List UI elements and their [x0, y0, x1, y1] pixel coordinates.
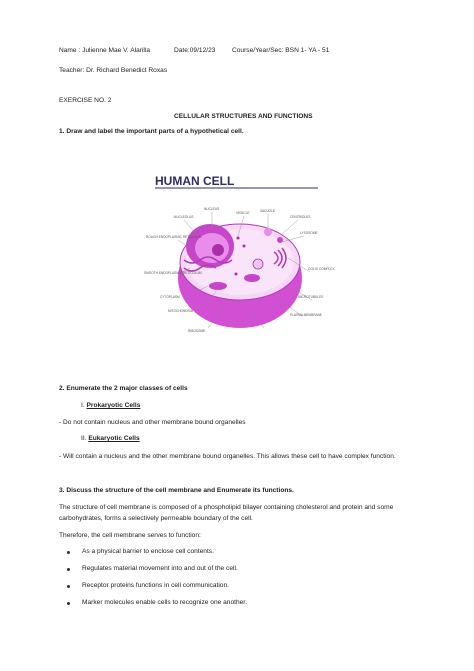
vesicle: [264, 228, 272, 236]
class-1-name: Prokaryotic Cells: [86, 402, 141, 409]
question-3: 3. Discuss the structure of the cell membrane and Enumerate its functions.: [59, 487, 294, 494]
bullet-item: Marker molecules enable cells to recognize one another.: [82, 599, 247, 606]
ribosome: [237, 237, 240, 240]
label-microtubules: MICROTUBULES: [298, 295, 324, 299]
paragraph-2: Therefore, the cell membrane serves to function:: [59, 532, 201, 539]
course-year-section: Course/Year/Sec: BSN 1- YA - 51: [232, 47, 330, 54]
class-1: [81, 403, 140, 410]
class-1-description: - Do not contain nucleus and other membrane bound organelles: [59, 419, 246, 426]
bullet-item: Receptor proteins functions in cell communication.: [82, 582, 229, 589]
label-lysosome: LYSOSOME: [300, 231, 318, 235]
bullet-dot: [67, 602, 70, 605]
mitochondria: [244, 274, 260, 282]
human-cell-figure: [140, 168, 340, 348]
class-2-description: - Will contain a nucleus and the other membrane bound organelles. This allows these cell to have complex function.: [59, 453, 396, 460]
label-centrioles: CENTRIOLES: [290, 215, 311, 219]
mitochondria: [209, 282, 227, 290]
document-title: CELLULAR STRUCTURES AND FUNCTIONS: [174, 113, 313, 120]
paragraph-1-line-1: The structure of cell membrane is composed of a phospholipid bilayer containing cholesterol and protein and some: [59, 504, 394, 511]
bullet-item: Regulates material movement into and out of the cell.: [82, 565, 238, 572]
paragraph-1-line-2: carbohydrates, forms a selectively permeable boundary of the cell.: [59, 515, 253, 522]
class-2-name: Eukaryotic Cells: [88, 435, 140, 442]
label-mitochondria: MITOCHONDRIA: [168, 309, 193, 313]
label-cytoplasm: CYTOPLASM: [160, 295, 180, 299]
class-2-number: II.: [81, 435, 89, 442]
ribosome: [235, 273, 238, 276]
ribosome: [243, 245, 246, 248]
label-smooth-er: SMOOTH ENDOPLASMIC RETICULUM: [144, 271, 202, 275]
bullet-dot: [67, 568, 70, 571]
bullet-item: As a physical barrier to enclose cell contents.: [82, 548, 214, 555]
student-name: Name : Julienne Mae V. Alarilla: [59, 47, 151, 54]
bullet-dot: [67, 551, 70, 554]
label-rough-er: ROUGH ENDOPLASMIC RETICULUM: [146, 235, 202, 239]
question-2: 2. Enumerate the 2 major classes of cells: [59, 385, 188, 392]
label-golgi: GOLGI COMPLEX: [308, 267, 335, 271]
bullet-dot: [67, 585, 70, 588]
figure-title: HUMAN CELL: [155, 174, 235, 188]
class-1-number: I.: [81, 402, 87, 409]
date: Date:09/12/23: [174, 47, 216, 54]
question-1: 1. Draw and label the important parts of a hypothetical cell.: [59, 128, 244, 135]
class-2: [81, 436, 140, 443]
nucleolus: [212, 244, 224, 256]
vacuole: [253, 259, 263, 269]
label-vacuole: VACUOLE: [260, 209, 275, 213]
label-plasma-membrane: PLASMA MEMBRANE: [290, 313, 323, 317]
exercise-number: EXERCISE NO. 2: [59, 97, 112, 104]
label-vesicle: VESICLE: [236, 211, 250, 215]
label-ribosome: RIBOSOME: [188, 329, 206, 333]
label-nucleus: NUCLEUS: [204, 207, 220, 211]
label-nucleolus: NUCLEOLUS: [174, 215, 194, 219]
teacher: Teacher: Dr. Richard Benedict Roxas: [59, 67, 168, 74]
